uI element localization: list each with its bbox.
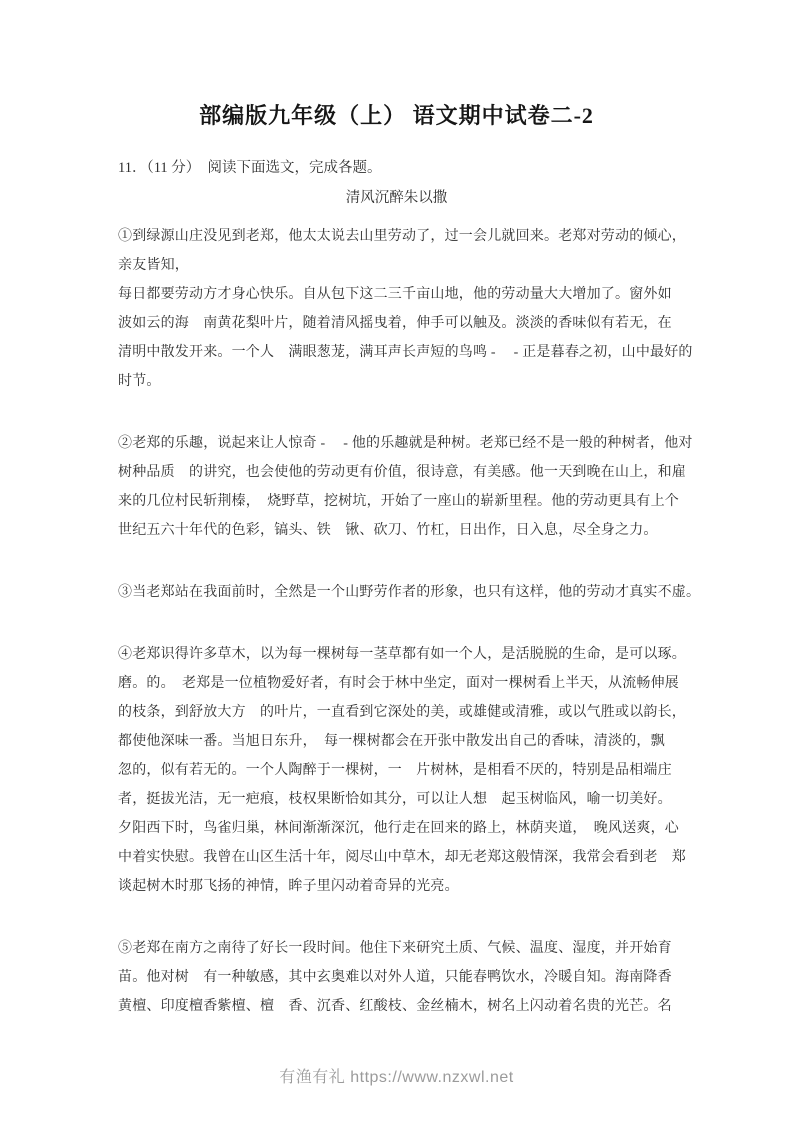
essay-line: 清明中散发开来。一个人 满眼葱茏，满耳声长声短的鸟鸣 - - 正是暮春之初，山中最好的: [118, 345, 693, 360]
essay-line: 来的几位村民斩荆榛， 烧野草，挖树坑，开始了一座山的崭新里程。他的劳动更具有上个: [118, 494, 679, 509]
essay-paragraph: [118, 640, 693, 901]
essay-paragraph: [118, 222, 693, 396]
question-header: 11．（11 分） 阅读下面选文，完成各题。: [118, 160, 382, 176]
essay-line: ②老郑的乐趣，说起来让人惊奇 - - 他的乐趣就是种树。老郑已经不是一般的种树者，他对: [118, 436, 693, 451]
essay-line: 树种品质 的讲究，也会使他的劳动更有价值，很诗意，有美感。他一天到晚在山上，和雇: [118, 465, 686, 480]
essay-paragraph: [118, 934, 693, 1021]
essay-paragraph: [118, 429, 693, 545]
essay-line: 磨。的。 老郑是一位植物爱好者，有时会于林中坐定，面对一棵树看上半天，从流畅伸展: [118, 676, 679, 691]
essay-line: 每日都要劳动方才身心快乐。自从包下这二三千亩山地，他的劳动量大大增加了。窗外如: [118, 287, 672, 302]
essay-body: [118, 222, 701, 1021]
essay-line: 的枝条，到舒放大方 的叶片，一直看到它深处的美，或雄健或清雅，或以气胜或以韵长，: [118, 705, 686, 720]
essay-line: ④老郑识得许多草木，以为每一棵树每一茎草都有如一个人，是活脱脱的生命，是可以琢。: [118, 647, 686, 662]
essay-line: 忽的，似有若无的。一个人陶醉于一棵树，一 片树林，是相看不厌的，特别是品相端庄: [118, 763, 672, 778]
essay-line: 中着实快慰。我曾在山区生活十年，阅尽山中草木，却无老郑这般情深，我常会看到老 郑: [118, 850, 686, 865]
essay-line: 时节。: [118, 374, 161, 389]
essay-line: 者，挺拔光洁，无一疤痕，枝权果断恰如其分，可以让人想 起玉树临风，喻一切美好。: [118, 792, 672, 807]
essay-line: 谈起树木时那飞扬的神情，眸子里闪动着奇异的光亮。: [118, 879, 459, 894]
essay-line: ⑤老郑在南方之南待了好长一段时间。他住下来研究土质、气候、温度、湿度，并开始育: [118, 941, 672, 956]
page-title: 部编版九年级（上） 语文期中试卷二-2: [199, 103, 594, 128]
essay-line: 波如云的海 南黄花梨叶片，随着清风摇曳着，伸手可以触及。淡淡的香味似有若无，在: [118, 316, 672, 331]
essay-line: 都使他深味一番。当旭日东升， 每一棵树都会在开张中散发出自己的香味，清淡的，飘: [118, 734, 665, 749]
essay-line: ①到绿源山庄没见到老郑，他太太说去山里劳动了，过一会儿就回来。老郑对劳动的倾心，: [118, 229, 686, 244]
essay-line: ③当老郑站在我面前时，全然是一个山野劳作者的形象，也只有这样，他的劳动才真实不虚。: [118, 585, 701, 600]
essay-line: 夕阳西下时，鸟雀归巢，林间渐渐深沉，他行走在回来的路上，林荫夹道， 晚风送爽，心: [118, 821, 679, 836]
essay-line: 亲友皆知，: [118, 258, 189, 273]
footer-watermark: 有渔有礼 https://www.nzxwl.net: [279, 1069, 514, 1086]
essay-title: 清风沉醉朱以撒: [345, 190, 448, 206]
essay-line: 世纪五六十年代的色彩，镐头、铁 锹、砍刀、竹杠，日出作，日入息，尽全身之力。: [118, 523, 658, 538]
essay-line: 黄檀、印度檀香紫檀、檀 香、沉香、红酸枝、金丝楠木，树名上闪动着名贵的光芒。名: [118, 999, 672, 1014]
essay-paragraph: [118, 578, 701, 607]
essay-line: 苗。他对树 有一种敏感，其中玄奥难以对外人道，只能春鸭饮水，冷暖自知。海南降香: [118, 970, 672, 985]
